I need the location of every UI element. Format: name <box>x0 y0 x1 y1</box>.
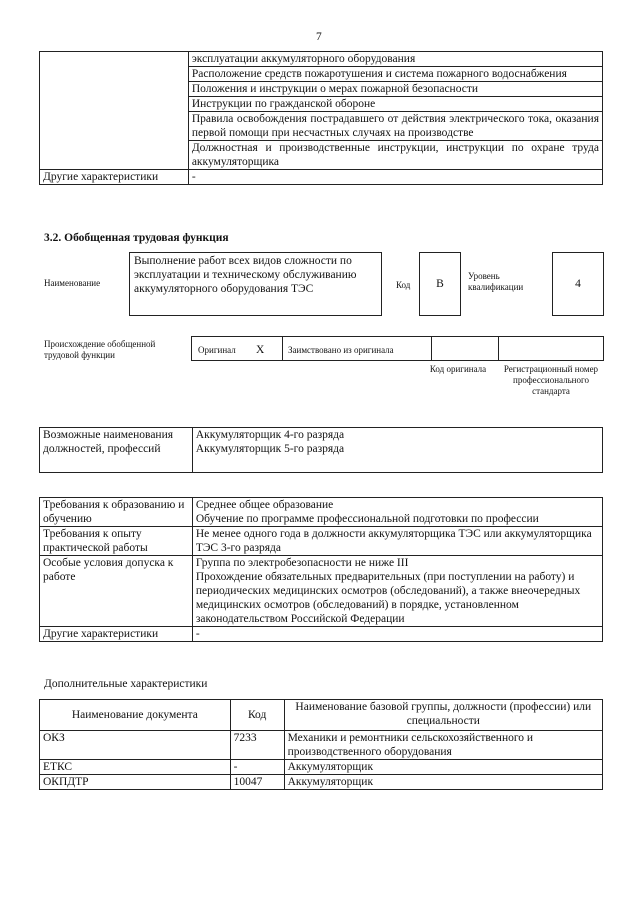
requirements-table <box>39 497 603 642</box>
education-value <box>192 498 602 527</box>
requirement-line: Прохождение обязательных предварительных (при поступлении на работу) и периодических медицинских осмотров (обследований), а также внеочередных медицинских осмотров (обследований) в порядке, установленном законодательством Российской Федерации <box>195 571 581 625</box>
group-name-cell: Механики и ремонтники сельскохозяйственного и производственного оборудования <box>284 731 602 760</box>
table-row <box>40 170 603 185</box>
table-header-row <box>40 700 603 731</box>
original-label: Оригинал <box>198 345 236 355</box>
table-row <box>40 428 603 473</box>
level-label: Уровень квалификации <box>468 271 524 292</box>
table-row <box>40 627 603 642</box>
list-item: Расположение средств пожаротушения и система пожарного водоснабжения <box>188 67 602 82</box>
origin-label: Происхождение обобщенной трудовой функции <box>44 339 156 360</box>
table-row <box>40 498 603 527</box>
list-item: Положения и инструкции о мерах пожарной безопасности <box>188 82 602 97</box>
table-row <box>40 527 603 556</box>
code-original-caption: Код оригинала <box>429 364 487 374</box>
empty-cell <box>40 52 189 170</box>
divider <box>498 337 499 360</box>
level-value-box: 4 <box>552 252 604 316</box>
page-number: 7 <box>316 31 322 43</box>
doc-name-cell: ОКПДТР <box>40 775 231 790</box>
group-name-cell: Аккумуляторщик <box>284 775 602 790</box>
code-cell: 10047 <box>230 775 284 790</box>
column-header: Код <box>230 700 284 731</box>
group-name-cell: Аккумуляторщик <box>284 760 602 775</box>
list-item: Должностная и производственные инструкции, инструкции по охране труда аккумуляторщика <box>188 141 602 170</box>
list-item: эксплуатации аккумуляторного оборудования <box>188 52 602 67</box>
education-label: Требования к образованию и обучению <box>40 498 193 527</box>
top-characteristics-table <box>39 51 603 185</box>
list-item: Инструкции по гражданской обороне <box>188 97 602 112</box>
experience-value: Не менее одного года в должности аккумуляторщика ТЭС или аккумуляторщика ТЭС 3-го разряда <box>192 527 602 556</box>
positions-table <box>39 427 603 473</box>
code-value-box: В <box>419 252 461 316</box>
other-label: Другие характеристики <box>40 627 193 642</box>
other-characteristics-label: Другие характеристики <box>40 170 189 185</box>
divider <box>282 337 283 360</box>
table-row <box>40 52 603 67</box>
requirement-line: Среднее общее образование <box>195 499 334 511</box>
table-row <box>40 775 603 790</box>
table-row <box>40 760 603 775</box>
table-row <box>40 731 603 760</box>
additional-title: Дополнительные характеристики <box>44 678 208 690</box>
position-item: Аккумуляторщик 5-го разряда <box>195 443 345 455</box>
section-title: 3.2. Обобщенная трудовая функция <box>44 232 229 244</box>
function-name-box: Выполнение работ всех видов сложности по эксплуатации и техническому обслуживанию аккумуляторного оборудования ТЭС <box>129 252 382 316</box>
positions-values <box>192 428 602 473</box>
other-value: - <box>192 627 602 642</box>
positions-label: Возможные наименования должностей, профессий <box>40 428 193 473</box>
divider <box>431 337 432 360</box>
position-item: Аккумуляторщик 4-го разряда <box>195 429 345 441</box>
registration-caption: Регистрационный номер профессионального стандарта <box>503 364 599 396</box>
requirement-line: Группа по электробезопасности не ниже III <box>195 557 409 569</box>
requirement-line: Обучение по программе профессиональной подготовки по профессии <box>195 513 539 525</box>
original-mark: X <box>256 344 265 356</box>
admission-value <box>192 556 602 627</box>
other-characteristics-value: - <box>188 170 602 185</box>
code-cell: - <box>230 760 284 775</box>
column-header: Наименование документа <box>40 700 231 731</box>
experience-label: Требования к опыту практической работы <box>40 527 193 556</box>
doc-name-cell: ОКЗ <box>40 731 231 760</box>
additional-table <box>39 699 603 790</box>
table-row <box>40 556 603 627</box>
code-label: Код <box>396 280 411 290</box>
borrowed-label: Заимствовано из оригинала <box>288 345 394 355</box>
name-label: Наименование <box>44 278 101 288</box>
admission-label: Особые условия допуска к работе <box>40 556 193 627</box>
origin-box <box>191 336 604 361</box>
code-cell: 7233 <box>230 731 284 760</box>
list-item: Правила освобождения пострадавшего от действия электрического тока, оказания первой помощи при несчастных случаях на производстве <box>188 112 602 141</box>
column-header: Наименование базовой группы, должности (профессии) или специальности <box>284 700 602 731</box>
doc-name-cell: ЕТКС <box>40 760 231 775</box>
